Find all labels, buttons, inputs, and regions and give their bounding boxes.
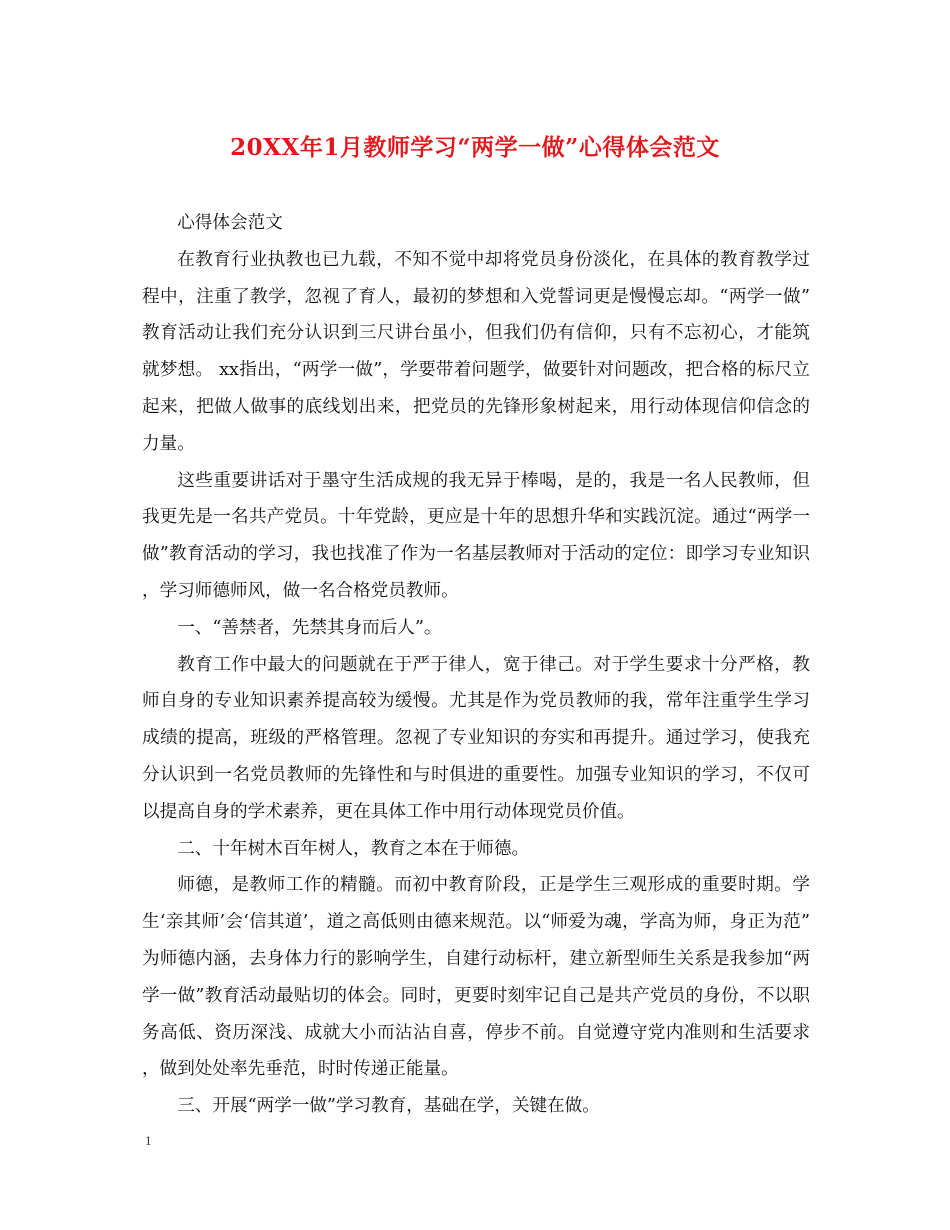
page-number: 1 [145,1133,152,1148]
paragraph: 这些重要讲话对于墨守生活成规的我无异于棒喝，是的，我是一名人民教师，但我更先是一名共产党员。十年党龄，更应是十年的思想升华和实践沉淀。通过“两学一做”教育活动的学习，我也找准了作为一名基层教师对于活动的定位：即学习专业知识，学习师德师风，做一名合格党员教师。 [142,470,810,601]
document-title: 20XX年1月教师学习“两学一做”心得体会范文 [230,134,720,161]
paragraph-subtitle: 心得体会范文 [177,213,283,233]
section-heading-2: 二、十年树木百年树人，教育之本在于师德。 [177,838,530,859]
paragraph: 教育工作中最大的问题就在于严于律人，宽于律己。对于学生要求十分严格，教师自身的专业知识素养提高较为缓慢。尤其是作为党员教师的我，常年注重学生学习成绩的提高，班级的严格管理。忽视了专业知识的夯实和再提升。通过学习，使我充分认识到一名党员教师的先锋性和与时俱进的重要性。加强专业知识的学习，不仅可以提高自身的学术素养，更在具体工作中用行动体现党员价值。 [142,654,810,822]
paragraph: 在教育行业执教也已九载，不知不觉中却将党员身份淡化，在具体的教育教学过程中，注重了教学，忽视了育人，最初的梦想和入党誓词更是慢慢忘却。“两学一做”教育活动让我们充分认识到三尺讲台虽小，但我们仍有信仰，只有不忘初心，才能筑就梦想。 xx指出，“两学一做”，学要带着问题学，做要针对问题改，把合格的标尺立起来，把做人做事的底线划出来，把党员的先锋形象树起来，用行动体现信仰信念的力量。 [142,249,810,454]
section-heading-3: 三、开展“两学一做”学习教育，基础在学，关键在做。 [177,1096,600,1117]
document-body [142,205,810,1125]
section-heading-1: 一、“善禁者，先禁其身而后人”。 [177,617,442,638]
paragraph: 师德，是教师工作的精髓。而初中教育阶段，正是学生三观形成的重要时期。学生‘亲其师’会‘信其道’，道之高低则由德来规范。以“师爱为魂，学高为师，身正为范”为师德内涵，去身体力行的影响学生，自建行动标杆，建立新型师生关系是我参加“两学一做”教育活动最贴切的体会。同时，更要时刻牢记自己是共产党员的身份，不以职务高低、资历深浅、成就大小而沾沾自喜，停步不前。自觉遵守党内准则和生活要求，做到处处率先垂范，时时传递正能量。 [142,875,810,1080]
